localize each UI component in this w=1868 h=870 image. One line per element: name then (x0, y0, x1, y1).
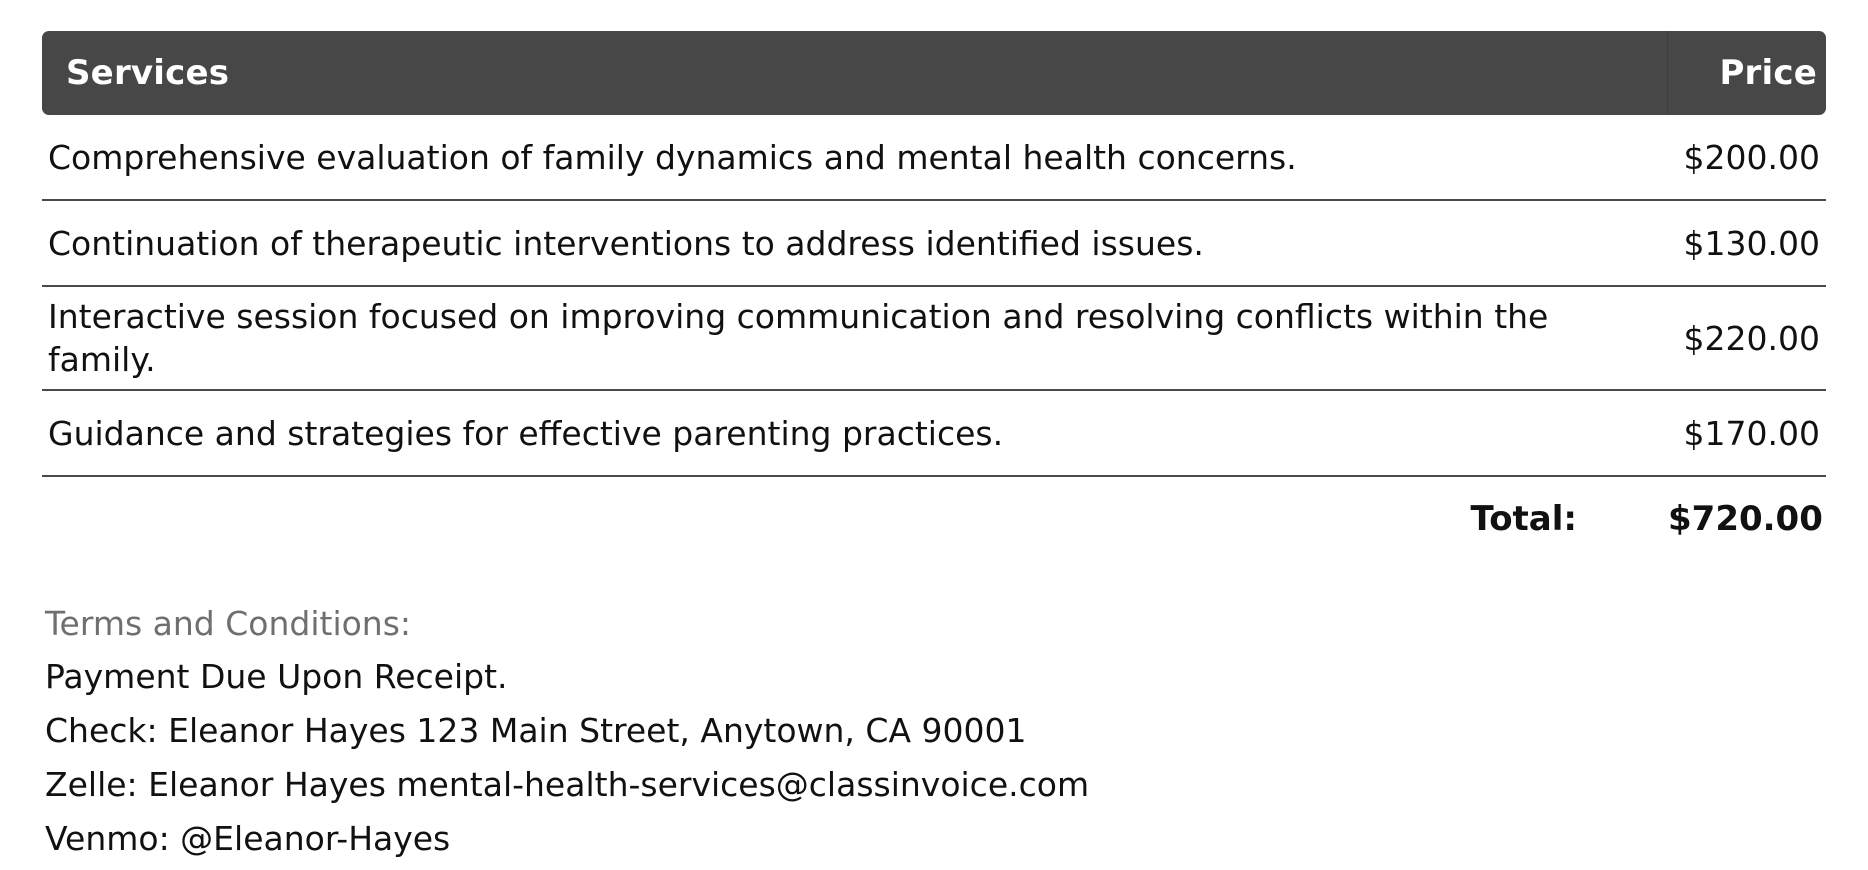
terms-heading: Terms and Conditions: (45, 604, 412, 643)
services-column-header: Services (42, 31, 1667, 115)
service-price: $200.00 (1667, 115, 1826, 200)
venmo-payment-line: Venmo: @Eleanor-Hayes (45, 819, 451, 858)
total-label: Total: (1470, 499, 1577, 539)
zelle-payment-line: Zelle: Eleanor Hayes mental-health-services@classinvoice.com (45, 765, 1090, 804)
total-row (42, 476, 1826, 561)
terms-section (45, 598, 1545, 866)
service-price: $220.00 (1667, 286, 1826, 390)
service-description: Continuation of therapeutic interventions to address identified issues. (42, 200, 1667, 286)
table-row (42, 200, 1826, 286)
table-row (42, 390, 1826, 476)
service-description: Guidance and strategies for effective parenting practices. (42, 390, 1667, 476)
services-table (42, 31, 1826, 561)
table-row (42, 115, 1826, 200)
service-price: $170.00 (1667, 390, 1826, 476)
table-header-row (42, 31, 1826, 115)
price-column-header: Price (1667, 31, 1826, 115)
total-amount: $720.00 (1668, 499, 1823, 539)
check-payment-line: Check: Eleanor Hayes 123 Main Street, Anytown, CA 90001 (45, 711, 1027, 750)
table-row (42, 286, 1826, 390)
payment-due-line: Payment Due Upon Receipt. (45, 657, 508, 696)
service-price: $130.00 (1667, 200, 1826, 286)
service-description: Comprehensive evaluation of family dynamics and mental health concerns. (42, 115, 1667, 200)
service-description: Interactive session focused on improving communication and resolving conflicts within the family. (42, 286, 1667, 390)
